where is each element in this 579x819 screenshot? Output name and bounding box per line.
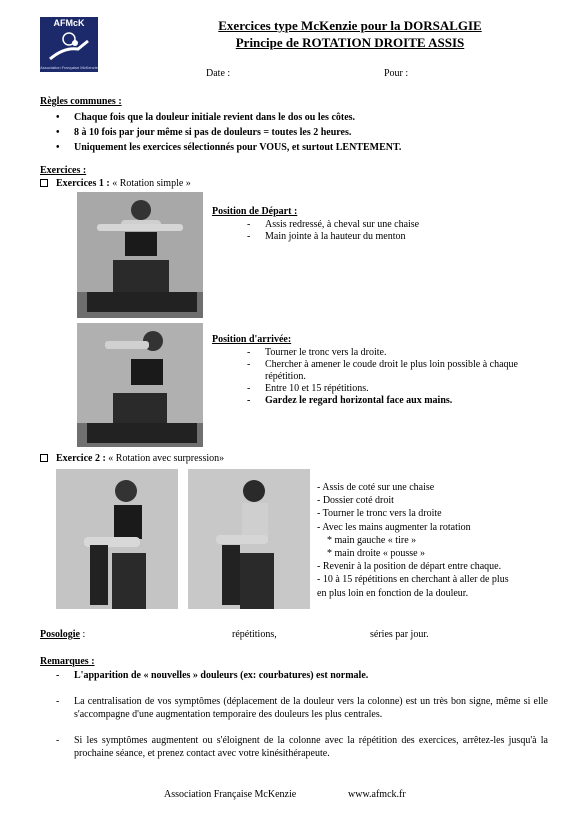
start-item: - Assis redressé, à cheval sur une chaise [245, 219, 485, 231]
remarks-list [40, 669, 548, 760]
footer-website[interactable]: www.afmck.fr [348, 789, 406, 800]
exercise1-start-photo [77, 192, 203, 318]
logo-text: AFMcK [53, 18, 85, 28]
rule-item: • 8 à 10 fois par jour même si pas de douleurs = toutes les 2 heures. [56, 125, 556, 140]
end-item: - Entre 10 et 15 répétitions. [245, 383, 525, 395]
remark-item: - Si les symptômes augmentent ou s'éloignent de la colonne avec la répétition des exercices, arrêtez-les jusqu'à la prochaine séance, et prenez contact avec votre kinésithérapeute. [40, 734, 548, 760]
end-item: - Gardez le regard horizontal face aux mains. [245, 395, 525, 407]
pour-label: Pour : [384, 68, 409, 79]
exercises-heading: Exercices : [40, 165, 87, 176]
ex2-line: - Assis de coté sur une chaise [317, 482, 435, 493]
checkbox-icon [40, 454, 48, 462]
logo-figure-icon [48, 29, 90, 63]
exercise2-name: « Rotation avec surpression» [108, 453, 225, 464]
exercise1-name: « Rotation simple » [112, 178, 191, 189]
rules-heading: Règles communes : [40, 96, 122, 107]
remark-item: - L'apparition de « nouvelles » douleurs (ex: courbatures) est normale. [40, 669, 548, 682]
afmck-logo [40, 17, 98, 72]
logo-caption: Association Française McKenzie [40, 65, 98, 70]
start-item: - Main jointe à la hauteur du menton [245, 231, 485, 243]
exercise2-label: Exercice 2 : [56, 453, 106, 464]
posology-label: Posologie [40, 629, 80, 640]
end-item: - Tourner le tronc vers la droite. [245, 347, 525, 359]
ex2-line: * main gauche « tire » [327, 534, 417, 546]
exercise1-end-photo [77, 323, 203, 447]
exercise1-label: Exercices 1 : [56, 178, 110, 189]
exercise2-photo-back [188, 469, 310, 609]
ex2-line: - Revenir à la position de départ entre chaque. [317, 561, 502, 573]
start-position-heading: Position de Départ : [212, 206, 298, 217]
ex2-line: en plus loin en fonction de la douleur. [317, 587, 469, 599]
ex2-line: - Tourner le tronc vers la droite [317, 508, 442, 520]
rule-item: • Uniquement les exercices sélectionnés pour VOUS, et surtout LENTEMENT. [56, 140, 556, 155]
date-label: Date : [206, 68, 231, 79]
exercise1-header [40, 178, 191, 190]
posology-reps: répétitions, [232, 629, 277, 640]
remark-item: - La centralisation de vos symptômes (déplacement de la douleur vers la colonne) est un très bon signe, même si elle s'accompagne d'une augmentation temporaire des douleurs les plus centrales. [40, 695, 548, 721]
posology-line [40, 629, 85, 641]
end-item: - Chercher à amener le coude droit le plus loin possible à chaque répétition. [245, 359, 525, 383]
checkbox-icon [40, 179, 48, 187]
ex2-line: - 10 à 15 répétitions en cherchant à aller de plus [317, 574, 509, 586]
ex2-line: - Dossier coté droit [317, 495, 394, 507]
ex2-line: * main droite « pousse » [327, 548, 426, 560]
page-title-line1: Exercices type McKenzie pour la DORSALGIE [218, 18, 482, 33]
posology-sep: : [82, 629, 86, 640]
exercise2-photo-front [56, 469, 178, 609]
end-position-heading: Position d'arrivée: [212, 334, 292, 345]
footer-association: Association Française McKenzie [164, 789, 297, 800]
page-title-line2: Principe de ROTATION DROITE ASSIS [235, 35, 465, 50]
exercise2-header [40, 453, 224, 465]
rules-list [56, 110, 556, 155]
exercise2-instructions [317, 481, 547, 600]
remarks-heading: Remarques : [40, 656, 95, 667]
rule-item: • Chaque fois que la douleur initiale revient dans le dos ou les côtes. [56, 110, 556, 125]
ex2-line: - Avec les mains augmenter la rotation [317, 521, 471, 533]
posology-series: séries par jour. [370, 629, 429, 640]
